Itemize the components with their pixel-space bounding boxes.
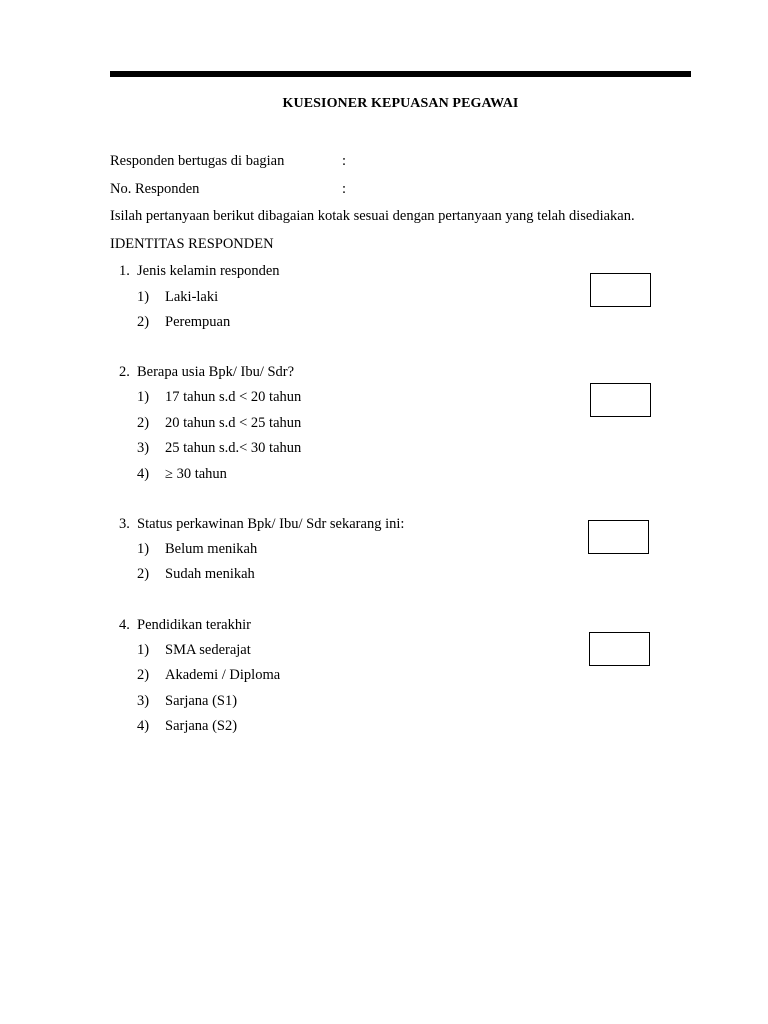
option-text: Akademi / Diploma (165, 667, 281, 683)
option-text: Sarjana (S1) (165, 693, 238, 709)
field-label-department: Responden bertugas di bagian (110, 153, 285, 169)
option-number: 1) (137, 289, 150, 305)
field-separator-respondent-number: : (342, 181, 347, 197)
answer-box-q4[interactable] (589, 632, 650, 666)
field-separator-department: : (342, 153, 347, 169)
option-text: 20 tahun s.d < 25 tahun (165, 415, 302, 431)
question-text: Jenis kelamin responden (137, 263, 280, 279)
option-text: ≥ 30 tahun (165, 466, 227, 482)
question-number: 1. (119, 263, 130, 279)
question-text: Berapa usia Bpk/ Ibu/ Sdr? (137, 364, 295, 380)
answer-box-q1[interactable] (590, 273, 651, 307)
section-heading: IDENTITAS RESPONDEN (110, 236, 274, 252)
option-number: 1) (137, 642, 150, 658)
instruction-text: Isilah pertanyaan berikut dibagaian kotak sesuai dengan pertanyaan yang telah disediakan. (110, 208, 635, 224)
option-text: Sarjana (S2) (165, 718, 238, 734)
answer-box-q2[interactable] (590, 383, 651, 417)
option-number: 4) (137, 718, 150, 734)
option-text: Perempuan (165, 314, 231, 330)
question-text: Pendidikan terakhir (137, 617, 251, 633)
option-number: 2) (137, 314, 150, 330)
option-text: Laki-laki (165, 289, 219, 305)
option-number: 3) (137, 440, 150, 456)
question-number: 3. (119, 516, 130, 532)
option-number: 1) (137, 541, 150, 557)
document-title: KUESIONER KEPUASAN PEGAWAI (282, 96, 519, 111)
option-text: Sudah menikah (165, 566, 255, 582)
question-number: 2. (119, 364, 130, 380)
question-number: 4. (119, 617, 130, 633)
option-text: SMA sederajat (165, 642, 251, 658)
option-text: Belum menikah (165, 541, 258, 557)
option-number: 2) (137, 566, 150, 582)
option-number: 2) (137, 667, 150, 683)
field-label-respondent-number: No. Responden (110, 181, 200, 197)
option-number: 2) (137, 415, 150, 431)
answer-box-q3[interactable] (588, 520, 649, 554)
option-text: 17 tahun s.d < 20 tahun (165, 389, 302, 405)
option-number: 4) (137, 466, 150, 482)
option-number: 1) (137, 389, 150, 405)
question-text: Status perkawinan Bpk/ Ibu/ Sdr sekarang ini: (137, 516, 405, 532)
header-rule (110, 71, 691, 77)
option-number: 3) (137, 693, 150, 709)
option-text: 25 tahun s.d.< 30 tahun (165, 440, 302, 456)
